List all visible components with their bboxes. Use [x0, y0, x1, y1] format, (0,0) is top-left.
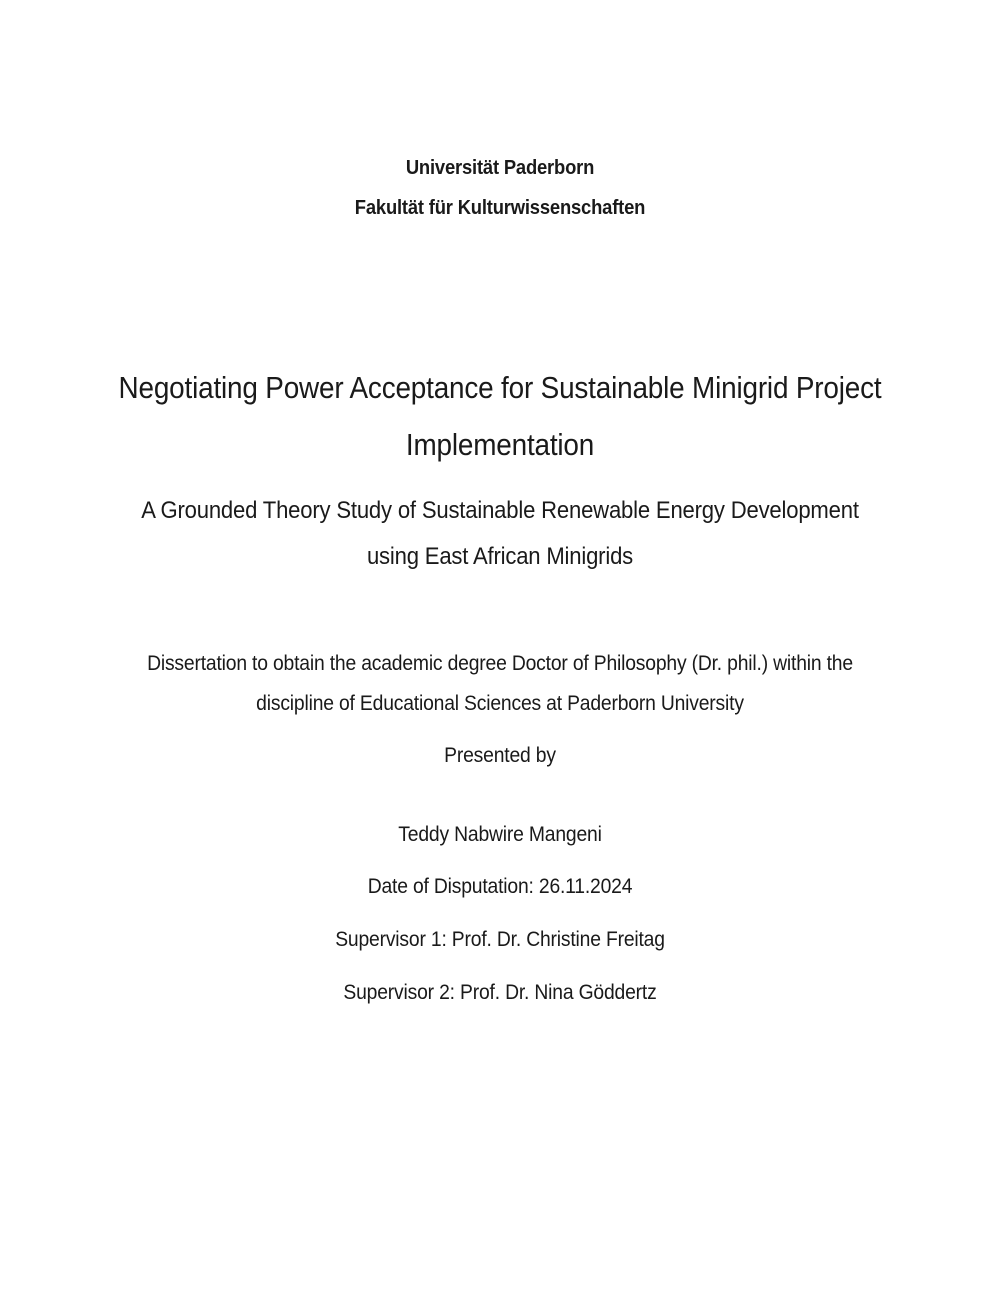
thesis-subtitle-line-1: A Grounded Theory Study of Sustainable Renewable Energy Development [141, 497, 859, 524]
dissertation-statement-line-2: discipline of Educational Sciences at Paderborn University [256, 692, 744, 715]
presented-by-label: Presented by [444, 744, 556, 767]
dissertation-statement-line-1: Dissertation to obtain the academic degree Doctor of Philosophy (Dr. phil.) within the [147, 652, 853, 675]
supervisor-1: Supervisor 1: Prof. Dr. Christine Freitag [335, 928, 665, 951]
thesis-subtitle-line-2: using East African Minigrids [366, 543, 634, 570]
university-name: Universität Paderborn [405, 157, 595, 179]
author-name: Teddy Nabwire Mangeni [398, 823, 602, 846]
disputation-date: Date of Disputation: 26.11.2024 [367, 875, 633, 898]
thesis-title-line-2: Implementation [405, 427, 595, 462]
thesis-title-line-1: Negotiating Power Acceptance for Sustainable Minigrid Project [118, 370, 882, 405]
supervisor-2: Supervisor 2: Prof. Dr. Nina Göddertz [343, 981, 657, 1004]
faculty-name: Fakultät für Kulturwissenschaften [354, 197, 646, 219]
